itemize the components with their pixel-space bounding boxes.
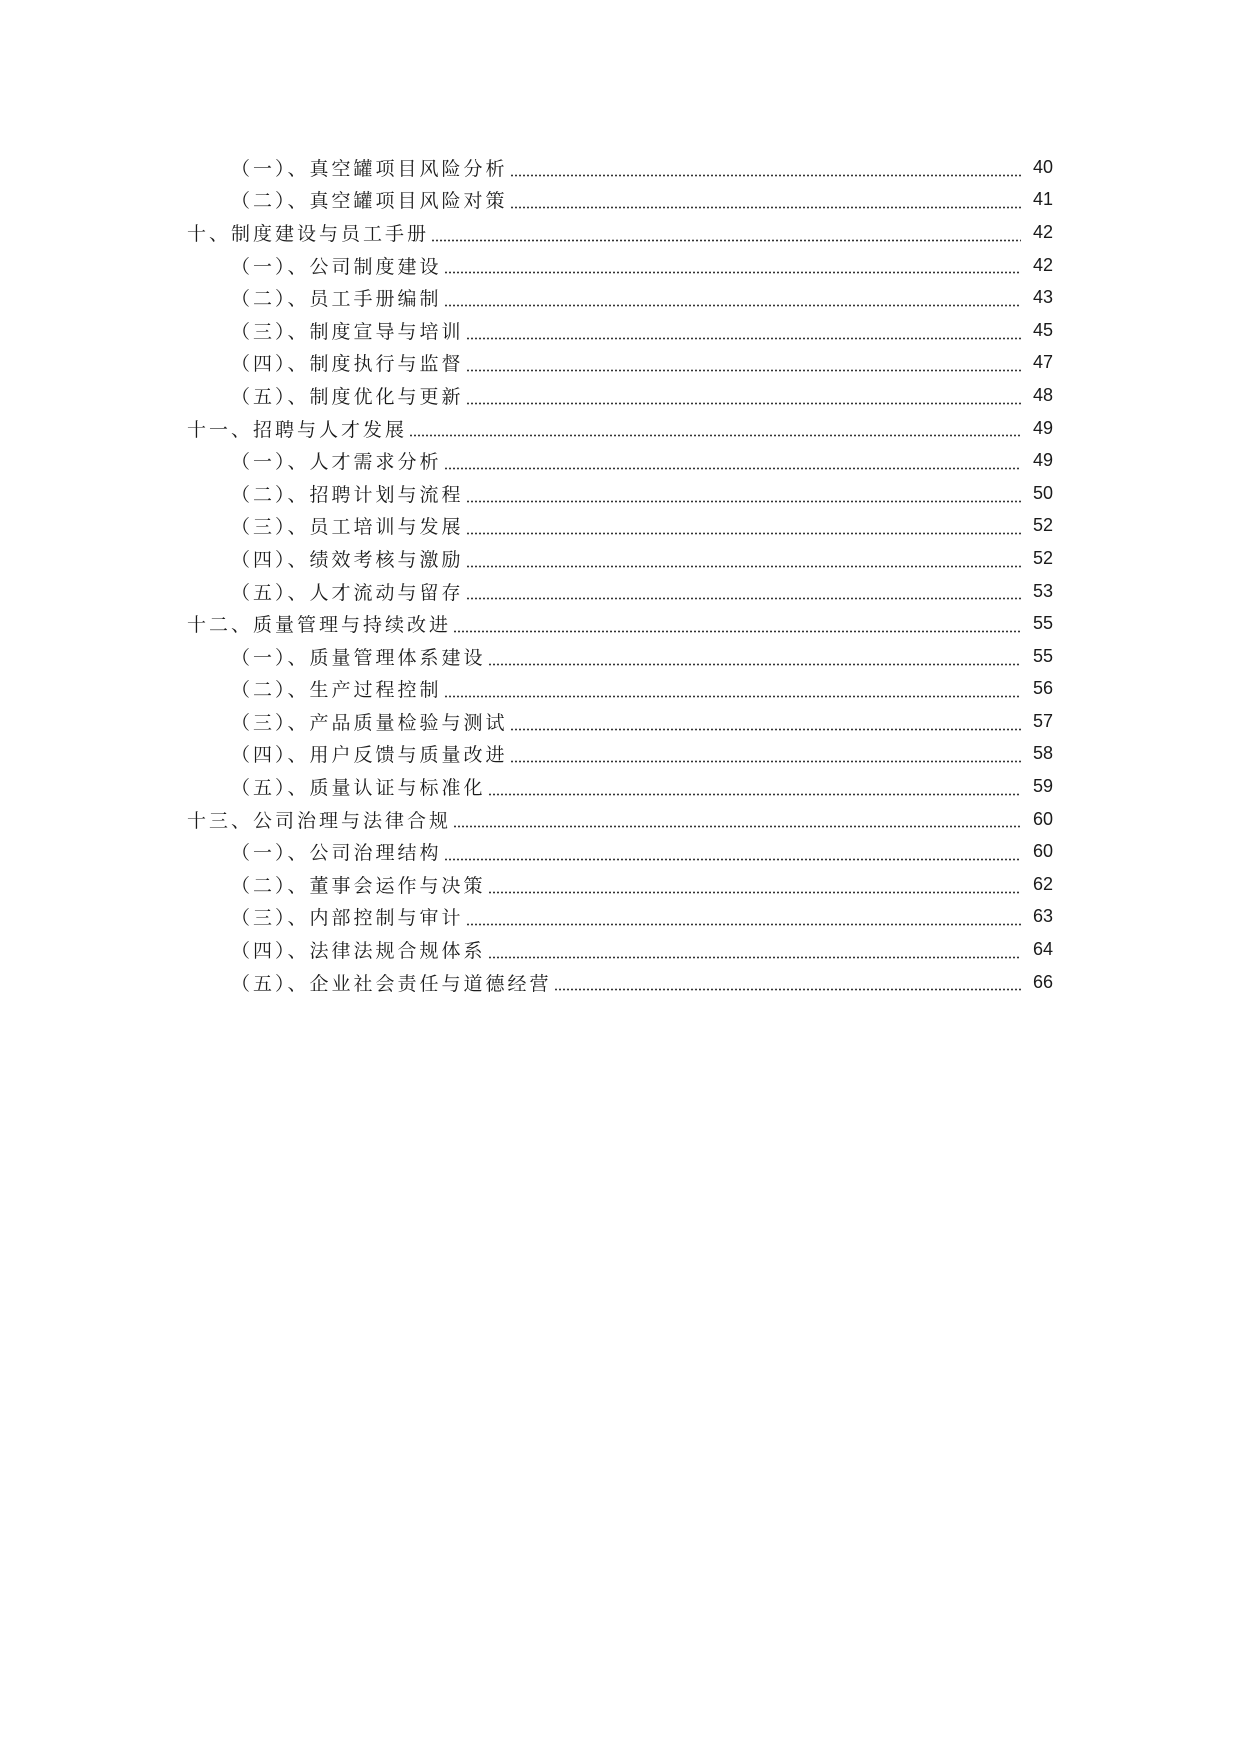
toc-section-entry[interactable] bbox=[0, 184, 1241, 217]
toc-entry-title: （二）、员工手册编制 bbox=[231, 288, 442, 311]
toc-page-number: 41 bbox=[1032, 189, 1053, 210]
toc-chapter-entry[interactable] bbox=[0, 412, 1241, 445]
toc-entry-title: 十三、公司治理与法律合规 bbox=[187, 809, 452, 832]
toc-dot-leader bbox=[510, 206, 1021, 209]
toc-page-number: 57 bbox=[1032, 710, 1053, 731]
toc-section-entry[interactable] bbox=[0, 347, 1241, 380]
toc-page-number: 52 bbox=[1032, 515, 1053, 536]
toc-dot-leader bbox=[444, 271, 1021, 274]
toc-page-number: 45 bbox=[1032, 319, 1053, 340]
toc-entry-title: （五）、人才流动与留存 bbox=[231, 581, 464, 604]
toc-dot-leader bbox=[510, 174, 1021, 177]
toc-page-number: 43 bbox=[1032, 287, 1053, 308]
toc-dot-leader bbox=[554, 988, 1021, 991]
toc-page-number: 59 bbox=[1032, 776, 1053, 797]
toc-section-entry[interactable] bbox=[0, 379, 1241, 412]
toc-page-number: 52 bbox=[1032, 547, 1053, 568]
toc-section-entry[interactable] bbox=[0, 868, 1241, 901]
toc-entry-title: （三）、内部控制与审计 bbox=[231, 907, 464, 930]
toc-dot-leader bbox=[466, 337, 1021, 340]
toc-entry-title: （一）、质量管理体系建设 bbox=[231, 646, 486, 669]
toc-section-entry[interactable] bbox=[0, 542, 1241, 575]
toc-entry-title: （二）、董事会运作与决策 bbox=[231, 874, 486, 897]
toc-entry-title: 十二、质量管理与持续改进 bbox=[187, 614, 452, 637]
toc-entry-title: （二）、生产过程控制 bbox=[231, 679, 442, 702]
toc-entry-title: （五）、质量认证与标准化 bbox=[231, 777, 486, 800]
toc-section-entry[interactable] bbox=[0, 738, 1241, 771]
toc-chapter-entry[interactable] bbox=[0, 803, 1241, 836]
toc-page-number: 60 bbox=[1032, 808, 1053, 829]
toc-dot-leader bbox=[431, 239, 1021, 242]
toc-dot-leader bbox=[453, 630, 1021, 633]
toc-dot-leader bbox=[466, 597, 1021, 600]
toc-entry-title: （一）、人才需求分析 bbox=[231, 451, 442, 474]
toc-section-entry[interactable] bbox=[0, 151, 1241, 184]
toc-section-entry[interactable] bbox=[0, 640, 1241, 673]
toc-chapter-entry[interactable] bbox=[0, 216, 1241, 249]
toc-section-entry[interactable] bbox=[0, 770, 1241, 803]
toc-section-entry[interactable] bbox=[0, 249, 1241, 282]
toc-section-entry[interactable] bbox=[0, 575, 1241, 608]
toc-entry-title: （四）、用户反馈与质量改进 bbox=[231, 744, 508, 767]
toc-entry-title: （二）、真空罐项目风险对策 bbox=[231, 190, 508, 213]
toc-dot-leader bbox=[444, 304, 1021, 307]
toc-entry-title: （二）、招聘计划与流程 bbox=[231, 483, 464, 506]
toc-page-number: 64 bbox=[1032, 939, 1053, 960]
toc-dot-leader bbox=[488, 956, 1021, 959]
toc-section-entry[interactable] bbox=[0, 673, 1241, 706]
toc-dot-leader bbox=[488, 793, 1021, 796]
toc-section-entry[interactable] bbox=[0, 444, 1241, 477]
toc-page-number: 40 bbox=[1032, 156, 1053, 177]
toc-entry-title: （一）、公司治理结构 bbox=[231, 842, 442, 865]
toc-section-entry[interactable] bbox=[0, 314, 1241, 347]
toc-dot-leader bbox=[466, 565, 1021, 568]
toc-entry-title: 十、制度建设与员工手册 bbox=[187, 222, 430, 245]
toc-entry-title: （三）、制度宣导与培训 bbox=[231, 320, 464, 343]
toc-page-number: 60 bbox=[1032, 841, 1053, 862]
toc-page-number: 50 bbox=[1032, 482, 1053, 503]
toc-page-number: 42 bbox=[1032, 254, 1053, 275]
toc-dot-leader bbox=[488, 891, 1021, 894]
toc-page-number: 58 bbox=[1032, 743, 1053, 764]
toc-entry-title: 十一、招聘与人才发展 bbox=[187, 418, 408, 441]
toc-page-number: 49 bbox=[1032, 417, 1053, 438]
toc-dot-leader bbox=[409, 434, 1021, 437]
toc-entry-title: （一）、公司制度建设 bbox=[231, 255, 442, 278]
toc-entry-title: （四）、法律法规合规体系 bbox=[231, 940, 486, 963]
toc-page-number: 66 bbox=[1032, 971, 1053, 992]
toc-entry-title: （四）、绩效考核与激励 bbox=[231, 548, 464, 571]
toc-dot-leader bbox=[510, 728, 1021, 731]
toc-dot-leader bbox=[466, 402, 1021, 405]
toc-page-number: 56 bbox=[1032, 678, 1053, 699]
toc-dot-leader bbox=[466, 923, 1021, 926]
toc-entry-title: （一）、真空罐项目风险分析 bbox=[231, 157, 508, 180]
toc-entry-title: （三）、产品质量检验与测试 bbox=[231, 711, 508, 734]
toc-page-number: 48 bbox=[1032, 384, 1053, 405]
toc-dot-leader bbox=[466, 369, 1021, 372]
toc-dot-leader bbox=[510, 760, 1021, 763]
toc-entry-title: （四）、制度执行与监督 bbox=[231, 353, 464, 376]
toc-dot-leader bbox=[466, 500, 1021, 503]
toc-page-number: 55 bbox=[1032, 645, 1053, 666]
toc-page-number: 62 bbox=[1032, 873, 1053, 894]
toc-page-number: 55 bbox=[1032, 613, 1053, 634]
toc-dot-leader bbox=[444, 467, 1021, 470]
toc-page-number: 53 bbox=[1032, 580, 1053, 601]
toc-page-number: 63 bbox=[1032, 906, 1053, 927]
toc-page-number: 42 bbox=[1032, 221, 1053, 242]
toc-dot-leader bbox=[444, 858, 1021, 861]
toc-page-number: 47 bbox=[1032, 352, 1053, 373]
toc-section-entry[interactable] bbox=[0, 901, 1241, 934]
toc-dot-leader bbox=[488, 663, 1021, 666]
toc-entry-title: （五）、企业社会责任与道德经营 bbox=[231, 972, 552, 995]
table-of-contents bbox=[0, 151, 1241, 998]
toc-section-entry[interactable] bbox=[0, 281, 1241, 314]
toc-chapter-entry[interactable] bbox=[0, 607, 1241, 640]
toc-entry-title: （三）、员工培训与发展 bbox=[231, 516, 464, 539]
toc-dot-leader bbox=[444, 695, 1021, 698]
toc-section-entry[interactable] bbox=[0, 933, 1241, 966]
toc-section-entry[interactable] bbox=[0, 835, 1241, 868]
toc-section-entry[interactable] bbox=[0, 510, 1241, 543]
toc-page-number: 49 bbox=[1032, 450, 1053, 471]
toc-section-entry[interactable] bbox=[0, 705, 1241, 738]
toc-dot-leader bbox=[453, 825, 1021, 828]
toc-section-entry[interactable] bbox=[0, 966, 1241, 999]
toc-dot-leader bbox=[466, 532, 1021, 535]
toc-section-entry[interactable] bbox=[0, 477, 1241, 510]
toc-entry-title: （五）、制度优化与更新 bbox=[231, 385, 464, 408]
